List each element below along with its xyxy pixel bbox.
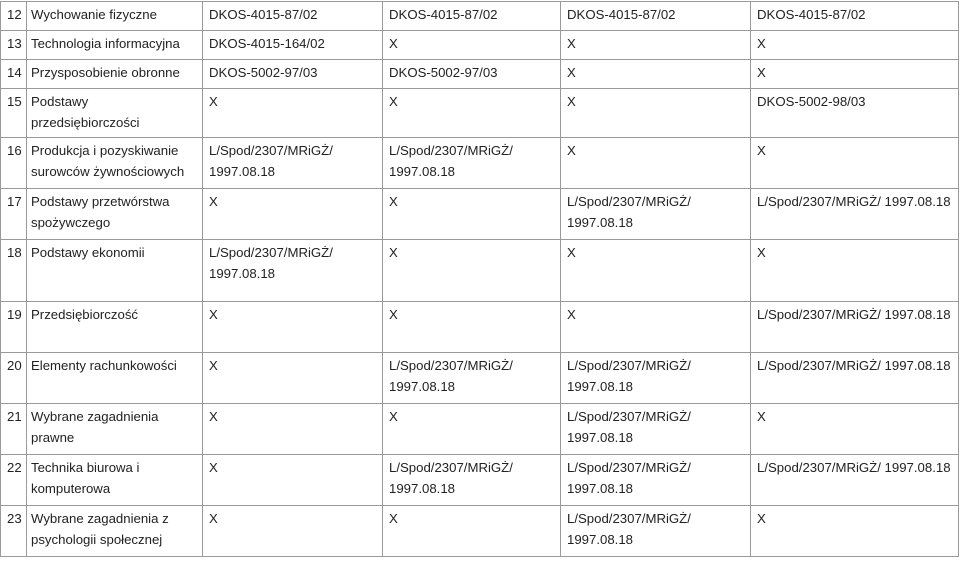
- cell-value: X: [383, 506, 561, 557]
- cell-value: L/Spod/2307/MRiGŻ/ 1997.08.18: [751, 189, 959, 240]
- cell-value: X: [203, 89, 383, 138]
- row-number: 21: [1, 404, 27, 455]
- cell-value: X: [203, 302, 383, 353]
- cell-value: DKOS-4015-87/02: [383, 2, 561, 31]
- subject-name: Produkcja i pozyskiwanie surowców żywnościowych: [27, 138, 203, 189]
- cell-value: L/Spod/2307/MRiGŻ/ 1997.08.18: [383, 138, 561, 189]
- cell-value: L/Spod/2307/MRiGŻ/ 1997.08.18: [751, 353, 959, 404]
- cell-value: X: [751, 60, 959, 89]
- cell-value: DKOS-5002-97/03: [203, 60, 383, 89]
- row-number: 15: [1, 89, 27, 138]
- row-number: 16: [1, 138, 27, 189]
- cell-value: DKOS-4015-164/02: [203, 31, 383, 60]
- table-row: [1, 506, 959, 557]
- cell-value: L/Spod/2307/MRiGŻ/ 1997.08.18: [561, 506, 751, 557]
- cell-value: DKOS-4015-87/02: [203, 2, 383, 31]
- subject-name: Technika biurowa i komputerowa: [27, 455, 203, 506]
- table-row: [1, 455, 959, 506]
- subject-name: Elementy rachunkowości: [27, 353, 203, 404]
- subject-name: Wybrane zagadnienia prawne: [27, 404, 203, 455]
- row-number: 12: [1, 2, 27, 31]
- subject-name: Podstawy ekonomii: [27, 240, 203, 302]
- cell-value: X: [561, 89, 751, 138]
- subjects-table: [0, 1, 959, 557]
- row-number: 18: [1, 240, 27, 302]
- cell-value: X: [383, 302, 561, 353]
- cell-value: X: [751, 31, 959, 60]
- cell-value: L/Spod/2307/MRiGŻ/ 1997.08.18: [203, 240, 383, 302]
- table-row: [1, 302, 959, 353]
- cell-value: X: [383, 189, 561, 240]
- cell-value: X: [383, 89, 561, 138]
- row-number: 23: [1, 506, 27, 557]
- row-number: 17: [1, 189, 27, 240]
- cell-value: X: [751, 240, 959, 302]
- cell-value: X: [203, 189, 383, 240]
- row-number: 14: [1, 60, 27, 89]
- cell-value: L/Spod/2307/MRiGŻ/ 1997.08.18: [383, 455, 561, 506]
- cell-value: L/Spod/2307/MRiGŻ/ 1997.08.18: [561, 404, 751, 455]
- table-row: [1, 31, 959, 60]
- cell-value: X: [561, 31, 751, 60]
- cell-value: X: [383, 404, 561, 455]
- row-number: 20: [1, 353, 27, 404]
- cell-value: X: [751, 404, 959, 455]
- cell-value: X: [561, 138, 751, 189]
- cell-value: X: [203, 404, 383, 455]
- cell-value: X: [203, 506, 383, 557]
- cell-value: X: [383, 31, 561, 60]
- table-row: [1, 138, 959, 189]
- cell-value: X: [561, 60, 751, 89]
- subject-name: Przysposobienie obronne: [27, 60, 203, 89]
- row-number: 13: [1, 31, 27, 60]
- table-row: [1, 404, 959, 455]
- subject-name: Podstawy przedsiębiorczości: [27, 89, 203, 138]
- cell-value: L/Spod/2307/MRiGŻ/ 1997.08.18: [203, 138, 383, 189]
- subject-name: Technologia informacyjna: [27, 31, 203, 60]
- cell-value: DKOS-4015-87/02: [751, 2, 959, 31]
- subject-name: Wybrane zagadnienia z psychologii społecznej: [27, 506, 203, 557]
- table-row: [1, 353, 959, 404]
- cell-value: X: [751, 506, 959, 557]
- cell-value: DKOS-5002-97/03: [383, 60, 561, 89]
- cell-value: X: [383, 240, 561, 302]
- cell-value: X: [561, 240, 751, 302]
- cell-value: L/Spod/2307/MRiGŻ/ 1997.08.18: [561, 353, 751, 404]
- row-number: 22: [1, 455, 27, 506]
- subject-name: Przedsiębiorczość: [27, 302, 203, 353]
- cell-value: X: [203, 455, 383, 506]
- table-row: [1, 89, 959, 138]
- table-row: [1, 2, 959, 31]
- cell-value: L/Spod/2307/MRiGŻ/ 1997.08.18: [751, 455, 959, 506]
- cell-value: L/Spod/2307/MRiGŻ/ 1997.08.18: [383, 353, 561, 404]
- cell-value: X: [203, 353, 383, 404]
- cell-value: DKOS-5002-98/03: [751, 89, 959, 138]
- table-row: [1, 60, 959, 89]
- subject-name: Wychowanie fizyczne: [27, 2, 203, 31]
- cell-value: L/Spod/2307/MRiGŻ/ 1997.08.18: [561, 455, 751, 506]
- row-number: 19: [1, 302, 27, 353]
- subject-name: Podstawy przetwórstwa spożywczego: [27, 189, 203, 240]
- cell-value: X: [751, 138, 959, 189]
- table-row: [1, 240, 959, 302]
- cell-value: DKOS-4015-87/02: [561, 2, 751, 31]
- cell-value: L/Spod/2307/MRiGŻ/ 1997.08.18: [561, 189, 751, 240]
- table-row: [1, 189, 959, 240]
- cell-value: L/Spod/2307/MRiGŻ/ 1997.08.18: [751, 302, 959, 353]
- cell-value: X: [561, 302, 751, 353]
